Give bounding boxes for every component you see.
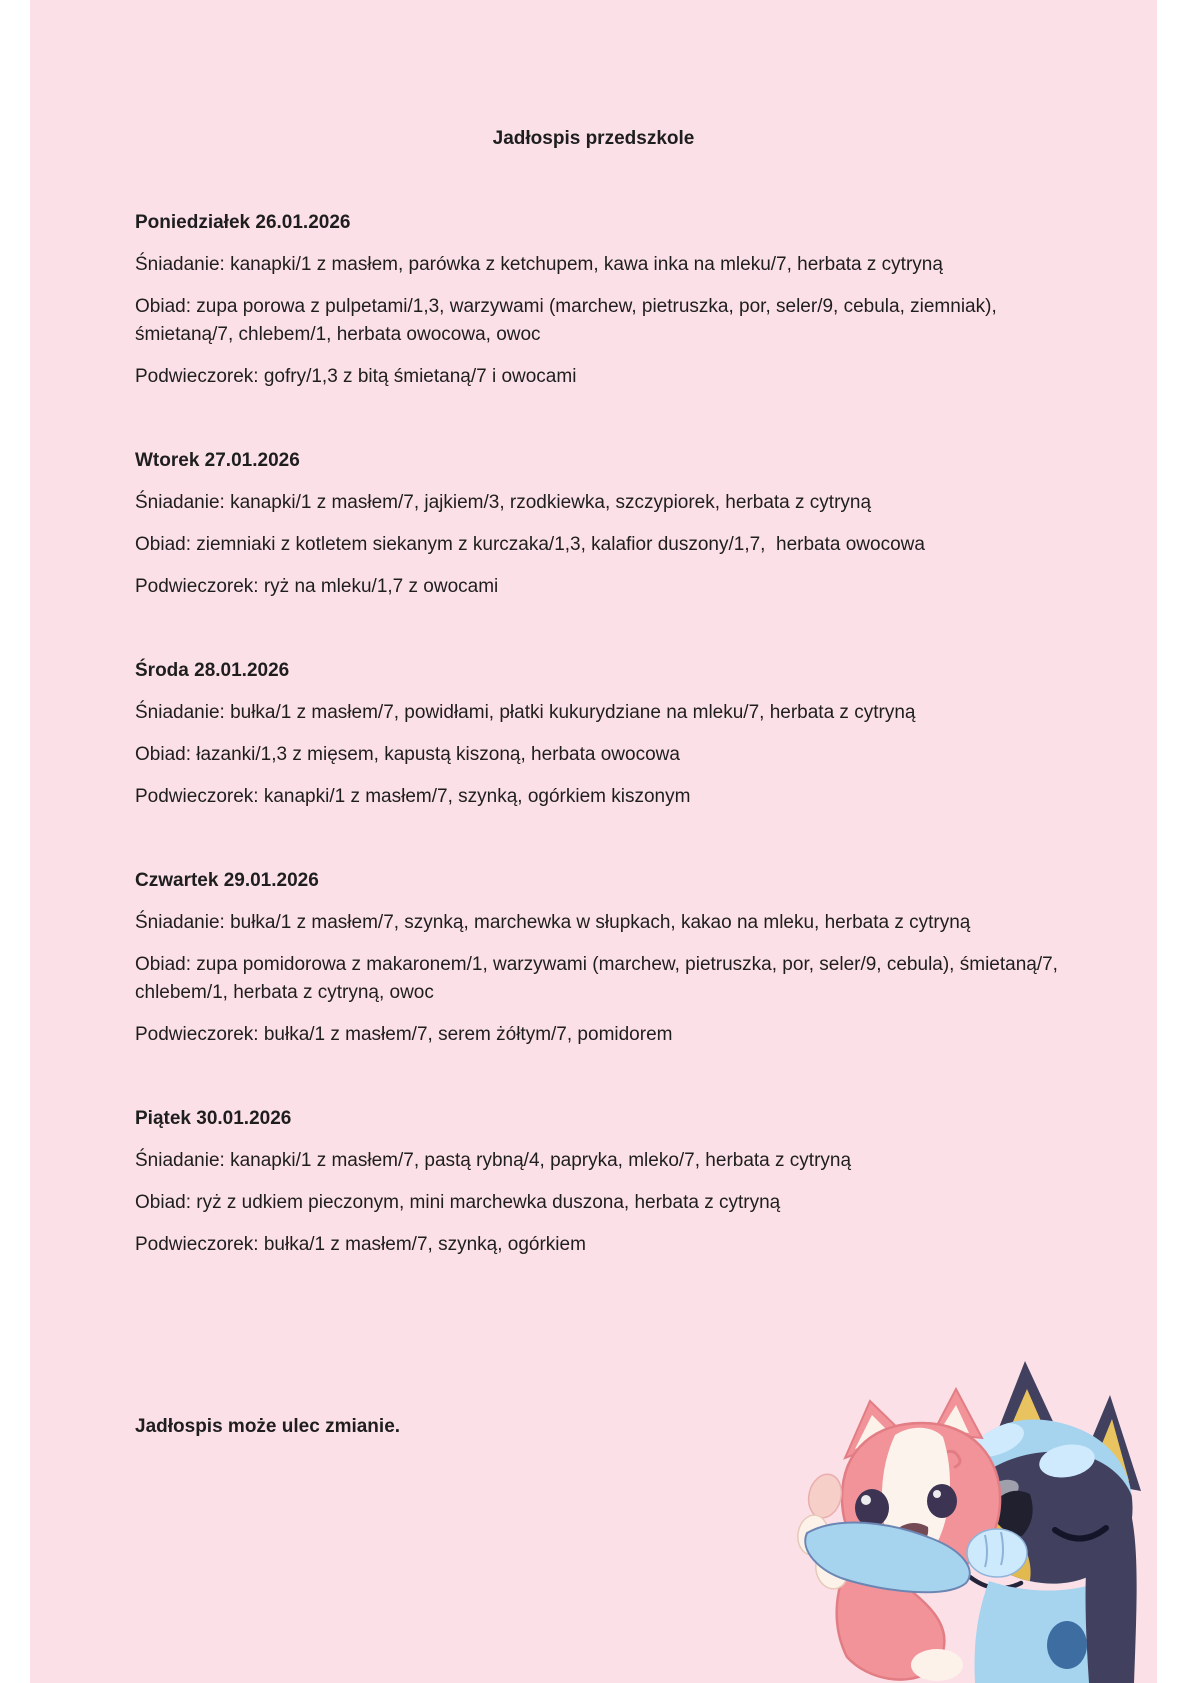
menu-day (135, 209, 1087, 391)
menu-day (135, 447, 1087, 601)
meal-line: Podwieczorek: kanapki/1 z masłem/7, szynką, ogórkiem kiszonym (135, 786, 691, 807)
meal-line: Podwieczorek: bułka/1 z masłem/7, serem żółtym/7, pomidorem (135, 1024, 673, 1045)
meal-line: Podwieczorek: ryż na mleku/1,7 z owocami (135, 576, 499, 597)
meal-line: Śniadanie: kanapki/1 z masłem/7, jajkiem/3, rzodkiewka, szczypiorek, herbata z cytryną (135, 492, 872, 513)
footer-note: Jadłospis może ulec zmianie. (135, 1416, 401, 1437)
bluey-illustration (737, 1283, 1157, 1683)
meal-line: Podwieczorek: bułka/1 z masłem/7, szynką, ogórkiem (135, 1234, 586, 1255)
meal-line: Obiad: zupa porowa z pulpetami/1,3, warzywami (marchew, pietruszka, por, seler/9, cebula, ziemniak), śmietaną/7, chlebem/1, herbata owocowa, owoc (135, 296, 1002, 345)
meal-line: Śniadanie: bułka/1 z masłem/7, powidłami, płatki kukurydziane na mleku/7, herbata z cytryną (135, 702, 916, 723)
menu-days (135, 209, 1087, 1259)
day-header: Poniedziałek 26.01.2026 (135, 212, 351, 233)
menu-content (30, 209, 1157, 1441)
meal-line: Śniadanie: kanapki/1 z masłem/7, pastą rybną/4, papryka, mleko/7, herbata z cytryną (135, 1150, 852, 1171)
meal-line: Obiad: ryż z udkiem pieczonym, mini marchewka duszona, herbata z cytryną (135, 1192, 781, 1213)
day-header: Wtorek 27.01.2026 (135, 450, 300, 471)
meal-line: Podwieczorek: gofry/1,3 z bitą śmietaną/7 i owocami (135, 366, 577, 387)
meal-line: Śniadanie: bułka/1 z masłem/7, szynką, marchewka w słupkach, kakao na mleku, herbata z cytryną (135, 912, 971, 933)
day-header: Piątek 30.01.2026 (135, 1108, 292, 1129)
menu-day (135, 867, 1087, 1049)
meal-line: Obiad: ziemniaki z kotletem siekanym z kurczaka/1,3, kalafior duszony/1,7, herbata owocowa (135, 534, 925, 555)
meal-line: Obiad: zupa pomidorowa z makaronem/1, warzywami (marchew, pietruszka, por, seler/9, cebula), śmietaną/7, chlebem/1, herbata z cytryną, owoc (135, 954, 1064, 1003)
page-title: Jadłospis przedszkole (492, 128, 695, 149)
menu-day (135, 657, 1087, 811)
pink-menu-page (30, 0, 1157, 1683)
day-header: Czwartek 29.01.2026 (135, 870, 319, 891)
day-header: Środa 28.01.2026 (135, 660, 290, 681)
menu-day (135, 1105, 1087, 1259)
meal-line: Śniadanie: kanapki/1 z masłem, parówka z ketchupem, kawa inka na mleku/7, herbata z cytryną (135, 254, 943, 275)
meal-line: Obiad: łazanki/1,3 z mięsem, kapustą kiszoną, herbata owocowa (135, 744, 680, 765)
